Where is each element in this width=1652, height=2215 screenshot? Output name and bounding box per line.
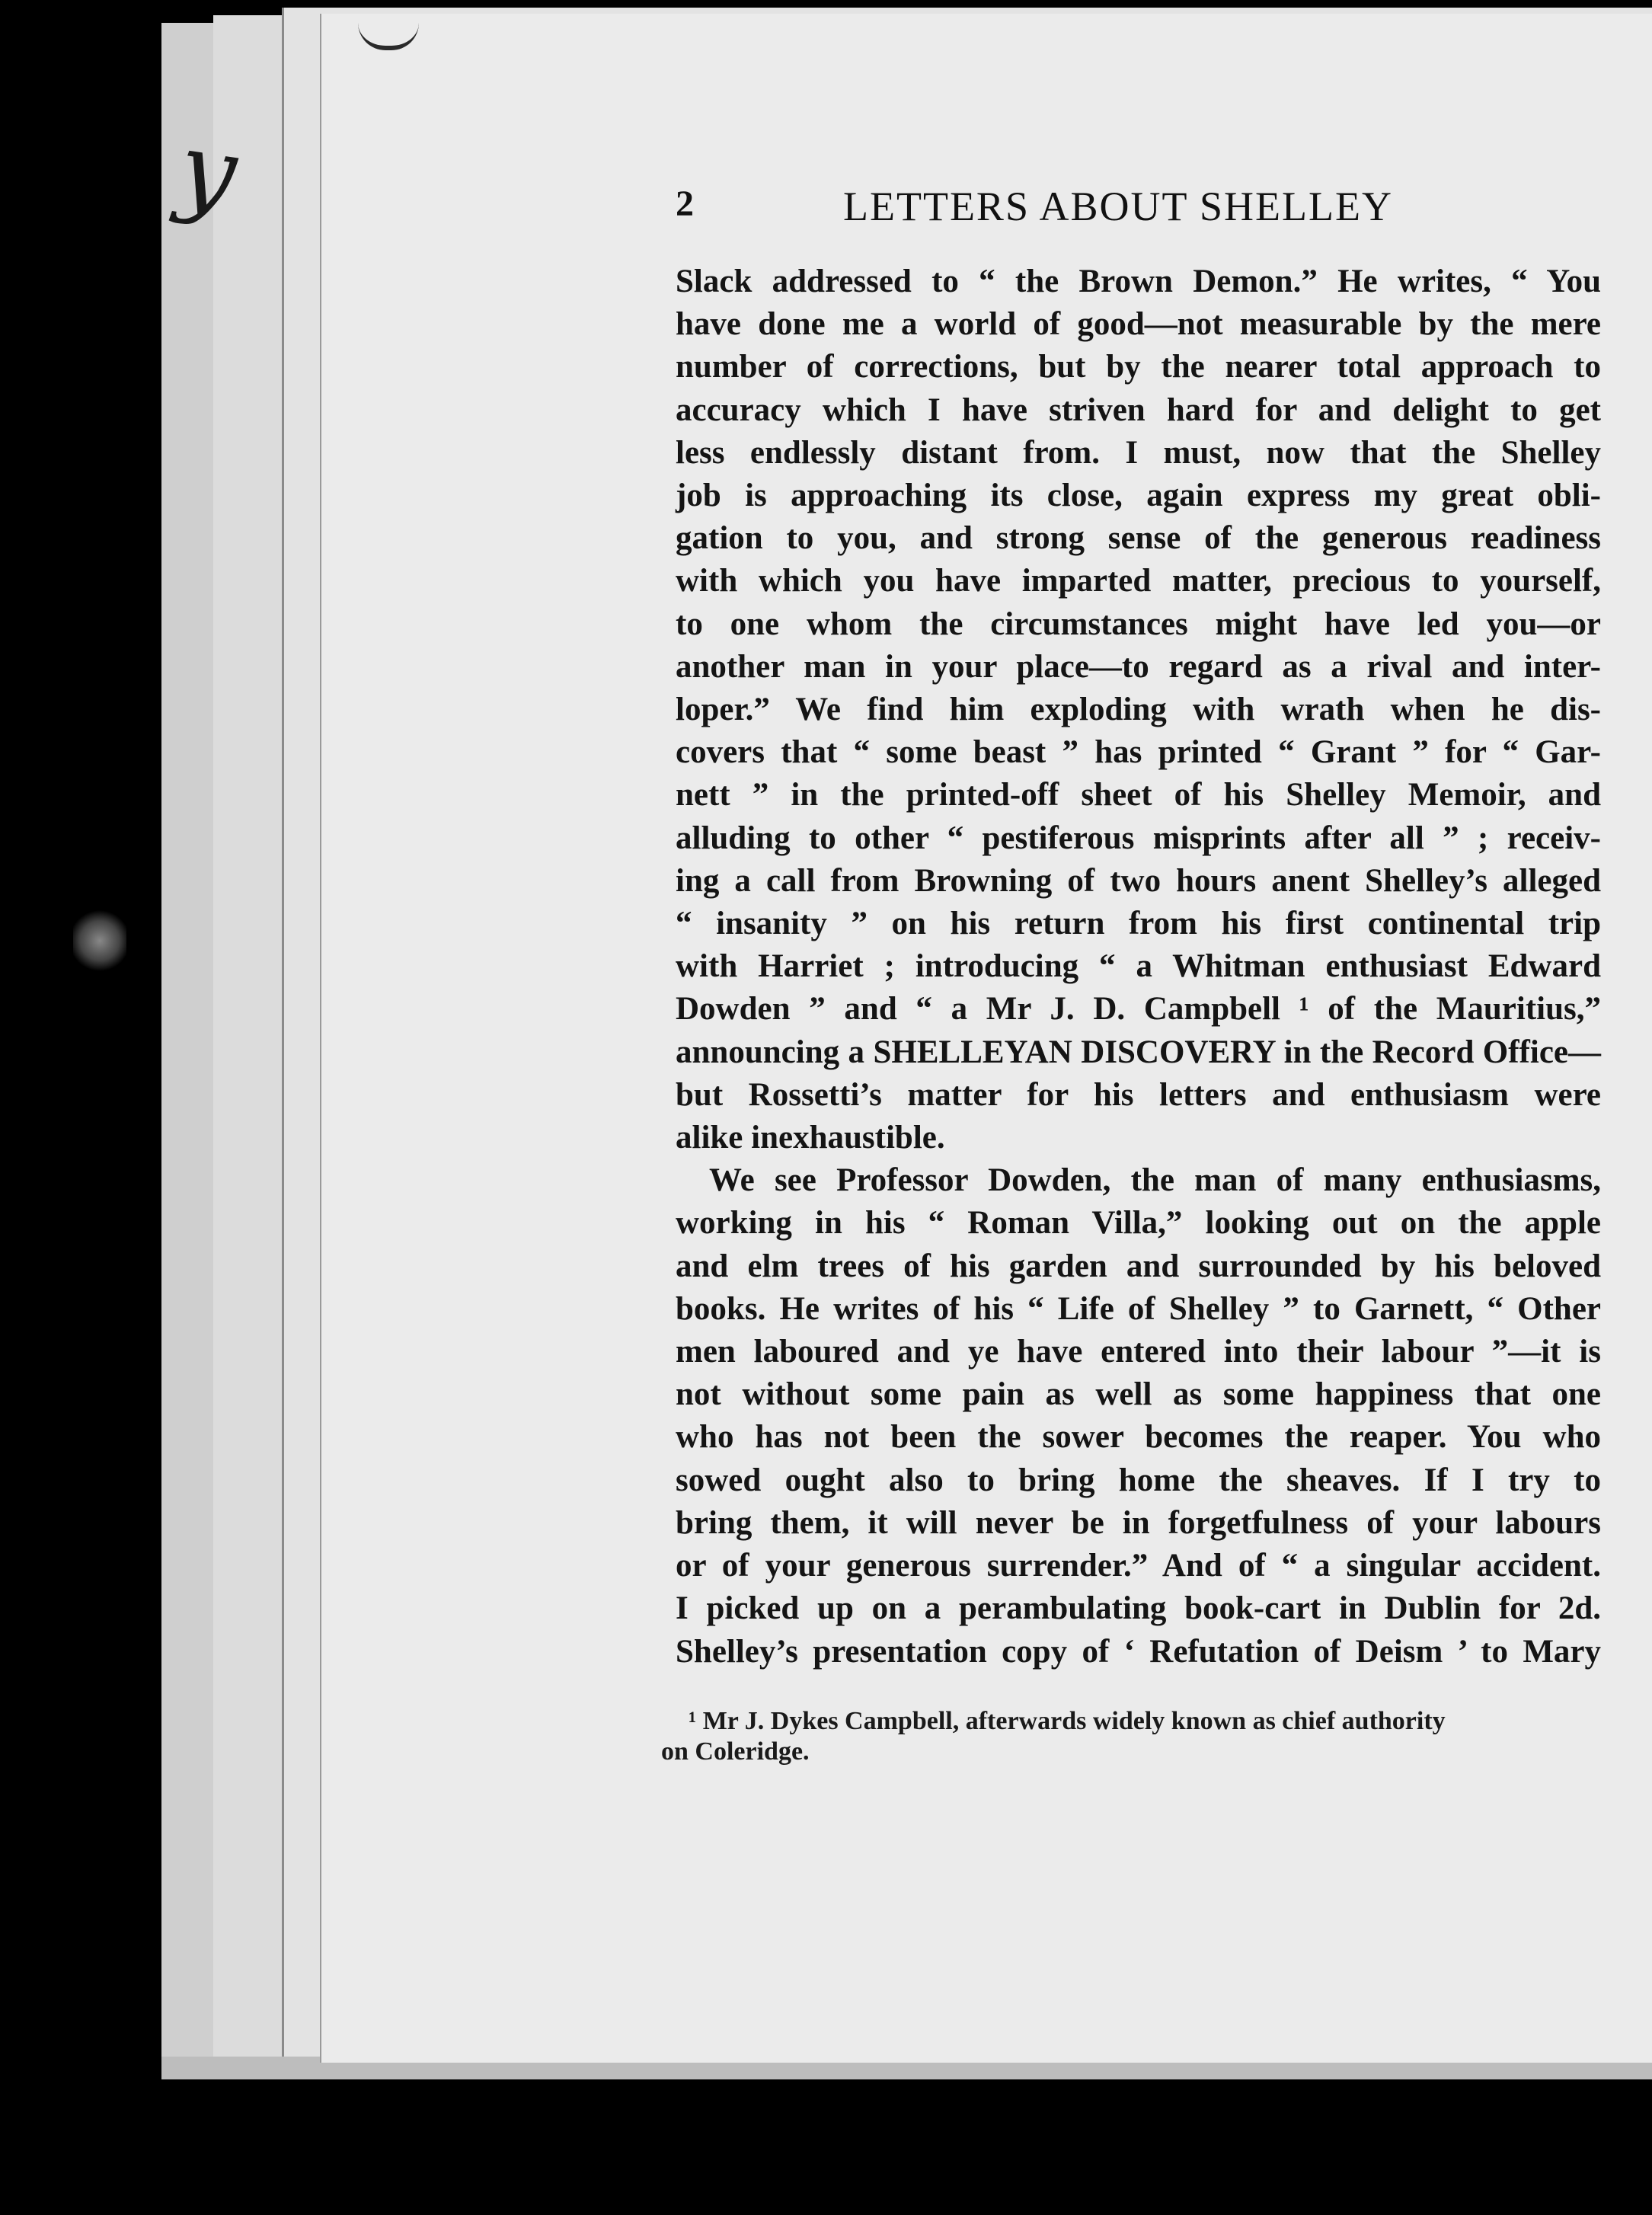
text-line: with which you have imparted matter, precious to yourself, (676, 563, 1601, 599)
text-line: I picked up on a perambulating book-cart in Dublin for 2d. (676, 1590, 1601, 1627)
text-line: books. He writes of his “ Life of Shelley ” to Garnett, “ Other (676, 1290, 1601, 1327)
text-line: Dowden ” and “ a Mr J. D. Campbell ¹ of the Mauritius,” (676, 991, 1601, 1028)
text-line: another man in your place—to regard as a rival and inter- (676, 648, 1601, 685)
text-line: bring them, it will never be in forgetfulness of your labours (676, 1504, 1601, 1541)
text-line: nett ” in the printed-off sheet of his Shelley Memoir, and (676, 777, 1601, 813)
text-line: working in his “ Roman Villa,” looking out on the apple (676, 1205, 1601, 1242)
page-title: LETTERS ABOUT SHELLEY (843, 184, 1393, 229)
text-line: who has not been the sower becomes the reaper. You who (676, 1419, 1601, 1456)
text-line: loper.” We find him exploding with wrath when he dis- (676, 692, 1601, 728)
footnote-line: on Coleridge. (661, 1737, 810, 1766)
text-line: gation to you, and strong sense of the generous readiness (676, 520, 1601, 557)
text-line: “ insanity ” on his return from his first continental trip (676, 906, 1601, 942)
scan-blot (73, 906, 126, 975)
text-line: men laboured and ye have entered into their labour ”—it is (676, 1334, 1601, 1370)
body-text (676, 260, 1601, 1673)
text-line: accuracy which I have striven hard for and delight to get (676, 392, 1601, 428)
text-line: with Harriet ; introducing “ a Whitman enthusiast Edward (676, 948, 1601, 985)
text-line: job is approaching its close, again express my great obli- (676, 478, 1601, 514)
text-line: have done me a world of good—not measurable by the mere (676, 306, 1601, 343)
footnote (661, 1706, 1601, 1767)
handwritten-mark: y (171, 109, 244, 232)
text-line: but Rossetti’s matter for his letters and enthusiasm were (676, 1076, 1601, 1113)
running-head (676, 183, 1437, 236)
text-line: less endlessly distant from. I must, now that the Shelley (676, 434, 1601, 471)
text-line: ing a call from Browning of two hours anent Shelley’s alleged (676, 862, 1601, 899)
text-line: not without some pain as well as some happiness that one (676, 1376, 1601, 1413)
text-line: Slack addressed to “ the Brown Demon.” He writes, “ You (676, 264, 1601, 299)
text-line: Shelley’s presentation copy of ‘ Refutation of Deism ’ to Mary (676, 1633, 1601, 1670)
text-line: and elm trees of his garden and surrounded by his beloved (676, 1248, 1601, 1284)
text-line: announcing a SHELLEYAN DISCOVERY in the Record Office— (676, 1034, 1601, 1070)
text-line: or of your generous surrender.” And of “ a singular accident. (676, 1548, 1601, 1584)
footnote-line: ¹ Mr J. Dykes Campbell, afterwards widely known as chief authority (689, 1707, 1446, 1735)
text-line: sowed ought also to bring home the sheaves. If I try to (676, 1462, 1601, 1498)
text-line: to one whom the circumstances might have led you—or (676, 606, 1601, 642)
text-line: alluding to other “ pestiferous misprints after all ” ; receiv- (676, 820, 1601, 856)
text-line: covers that “ some beast ” has printed “ Grant ” for “ Gar- (676, 734, 1601, 771)
text-line: number of corrections, but by the nearer total approach to (676, 349, 1601, 385)
text-line: We see Professor Dowden, the man of many enthusiasms, (709, 1162, 1601, 1199)
text-line: alike inexhaustible. (676, 1120, 945, 1156)
page-number: 2 (676, 184, 694, 224)
